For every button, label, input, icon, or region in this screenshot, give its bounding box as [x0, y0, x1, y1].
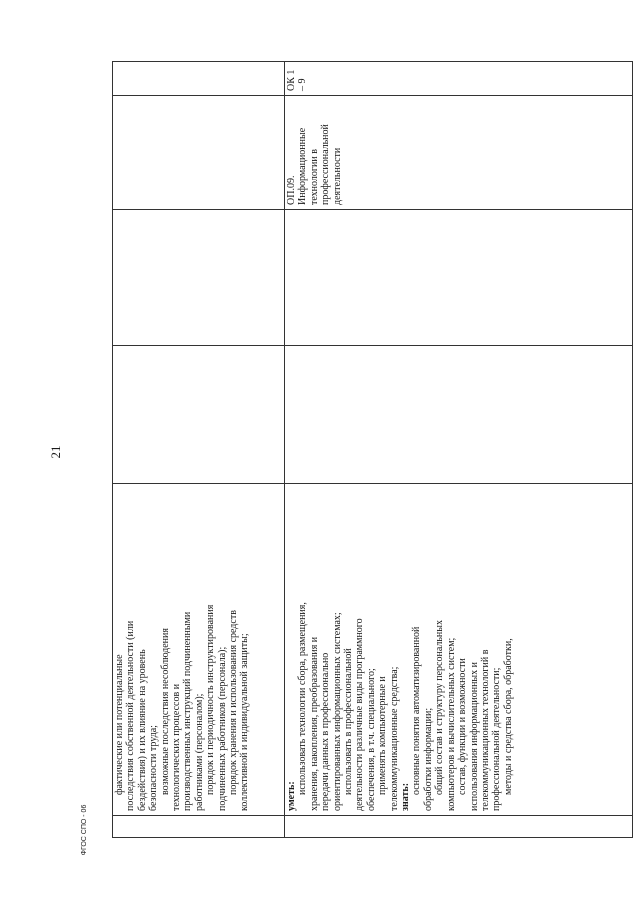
competencies-table: [112, 61, 633, 838]
text-line: профессиональной деятельности;: [491, 667, 503, 811]
footer-code: ФГОС СПО - 06: [81, 804, 88, 856]
text-line: работниками (персоналом);: [193, 693, 205, 811]
competencies-cell: [285, 62, 633, 96]
table-row: [285, 62, 633, 838]
text-line: телекоммуникационных технологий в: [479, 649, 491, 811]
text-line: фактические или потенциальные: [114, 654, 125, 795]
discipline-name: [286, 100, 343, 205]
text-line: подчиненных работников (персонала);: [216, 646, 228, 811]
text-line: технологических процессов и: [171, 683, 183, 811]
text-line: передачи данных в профессионально: [320, 652, 332, 811]
text-line: телекоммуникационные средства;: [388, 666, 400, 811]
discipline-line: ОП.09.: [286, 175, 297, 205]
text-line: последствия собственной деятельности (или: [125, 620, 137, 811]
standards-table-area: [112, 62, 632, 838]
text-line: применять компьютерные и: [377, 676, 389, 795]
discipline-line: Информационные: [297, 127, 309, 205]
discipline-cell: [113, 96, 285, 210]
text-line: уметь:: [286, 781, 297, 811]
discipline-line: технологии в: [308, 149, 320, 205]
text-line: бездействия) и их влияние на уровень: [136, 649, 148, 811]
discipline-line: деятельности: [331, 147, 343, 205]
total-hours-cell: [113, 210, 285, 346]
text-line: знать:: [400, 782, 412, 811]
table-row: [113, 62, 285, 838]
discipline-cell: [285, 96, 633, 210]
text-line: компьютеров и вычислительных систем;: [445, 637, 457, 811]
competencies-code: ОК 1 – 9: [286, 69, 309, 91]
index-cell: [285, 816, 633, 838]
knowledge-text: [114, 488, 251, 811]
index-cell: [113, 816, 285, 838]
text-line: ориентированных информационных системах;: [331, 612, 343, 811]
text-line: производственных инструкций подчиненными: [182, 611, 194, 811]
competencies-cell: [113, 62, 285, 96]
text-line: основные понятия автоматизированной: [411, 626, 423, 795]
text-line: коллективной и индивидуальной защиты;: [239, 633, 251, 811]
text-line: деятельности различные виды программного: [354, 618, 366, 811]
text-line: использования информационных и: [468, 662, 480, 811]
text-line: использовать в профессиональной: [343, 648, 355, 795]
discipline-line: профессиональной: [320, 124, 332, 205]
text-line: возможные последствия несоблюдения: [159, 628, 171, 795]
knowledge-cell: [113, 484, 285, 816]
hours-cell: [285, 346, 633, 484]
skills-knowledge-cell: [285, 484, 633, 816]
skills-knowledge-text: [286, 488, 514, 811]
page-number: 21: [48, 445, 63, 459]
text-line: методы и средства сбора, обработки,: [502, 638, 514, 795]
text-line: хранения, накопления, преобразования и: [308, 636, 320, 811]
text-line: безопасности труда;: [148, 725, 160, 811]
text-line: использовать технологии сбора, размещения,: [297, 602, 309, 795]
hours-cell: [113, 346, 285, 484]
text-line: порядок хранения и использования средств: [228, 610, 240, 795]
text-line: порядок и периодичность инструктирования: [205, 604, 217, 795]
text-line: обработки информации;: [422, 707, 434, 811]
text-line: состав, функции и возможности: [457, 658, 469, 795]
total-hours-cell: [285, 210, 633, 346]
text-line: обеспечения, в т.ч. специального;: [365, 668, 377, 811]
text-line: общий состав и структуру персональных: [434, 620, 446, 795]
